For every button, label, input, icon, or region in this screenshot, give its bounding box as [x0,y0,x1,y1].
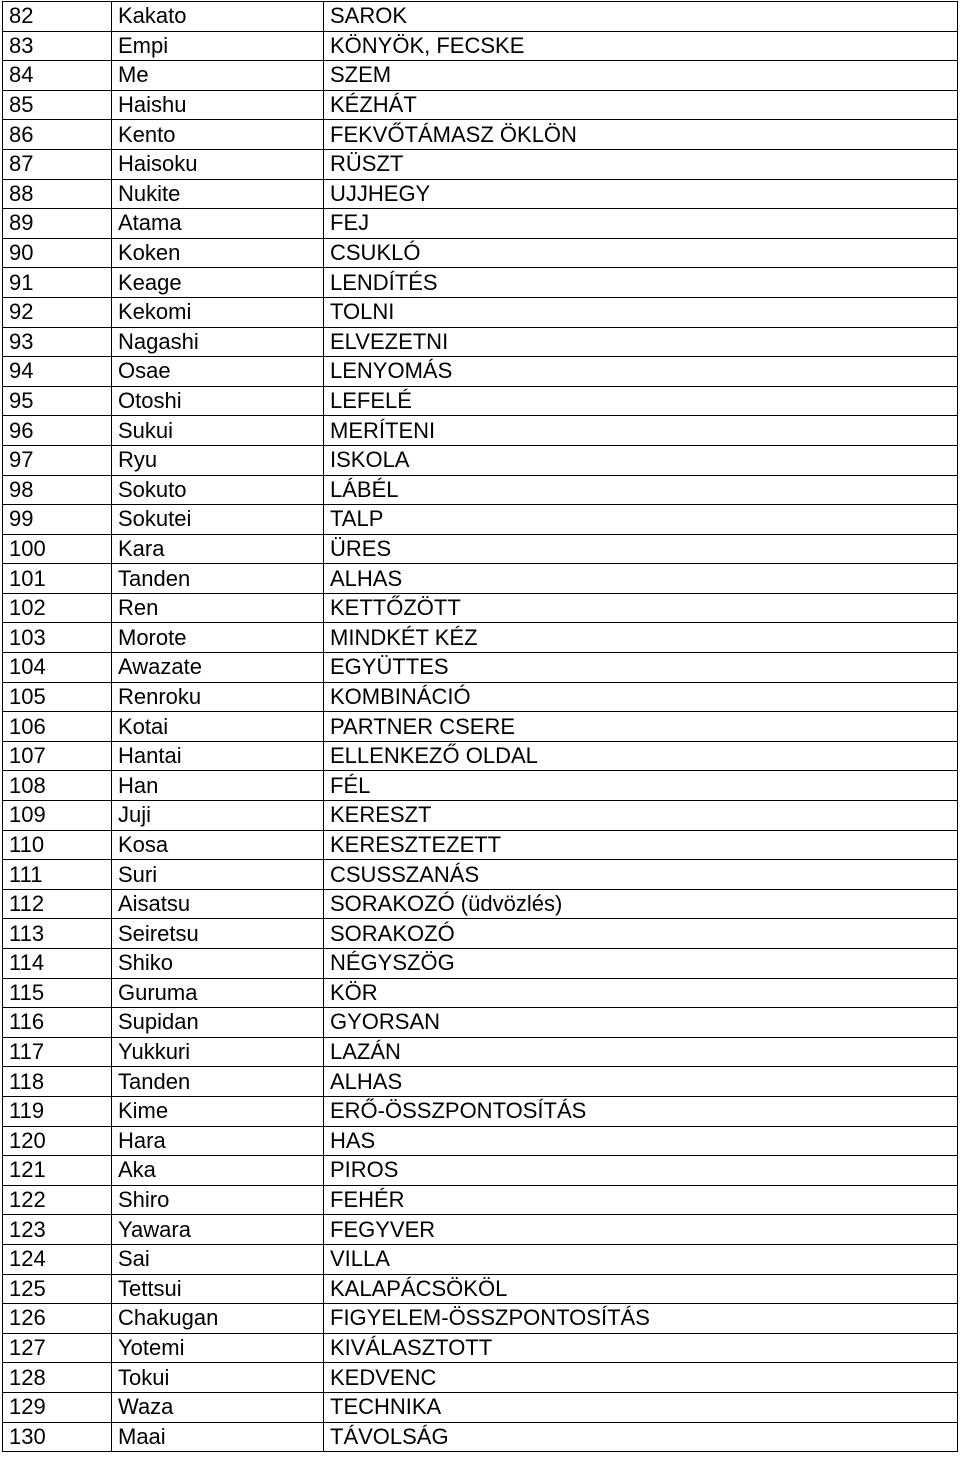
row-number-cell: 85 [3,90,112,120]
hungarian-meaning-cell: VILLA [324,1244,958,1274]
hungarian-meaning-cell: FIGYELEM-ÖSSZPONTOSÍTÁS [324,1304,958,1334]
row-number-cell: 120 [3,1126,112,1156]
row-number-cell: 130 [3,1422,112,1452]
japanese-term-cell: Kime [112,1096,324,1126]
hungarian-meaning-cell: SAROK [324,2,958,32]
table-row [3,1304,958,1334]
japanese-term-cell: Supidan [112,1008,324,1038]
japanese-term-cell: Osae [112,357,324,387]
hungarian-meaning-cell: HAS [324,1126,958,1156]
row-number-cell: 115 [3,978,112,1008]
japanese-term-cell: Hara [112,1126,324,1156]
row-number-cell: 108 [3,771,112,801]
table-row [3,741,958,771]
japanese-term-cell: Suri [112,860,324,890]
hungarian-meaning-cell: KETTŐZÖTT [324,593,958,623]
table-row [3,830,958,860]
row-number-cell: 89 [3,209,112,239]
row-number-cell: 109 [3,801,112,831]
hungarian-meaning-cell: FEGYVER [324,1215,958,1245]
row-number-cell: 83 [3,31,112,61]
table-row [3,1392,958,1422]
hungarian-meaning-cell: RÜSZT [324,149,958,179]
hungarian-meaning-cell: MINDKÉT KÉZ [324,623,958,653]
row-number-cell: 126 [3,1304,112,1334]
row-number-cell: 102 [3,593,112,623]
table-row [3,712,958,742]
japanese-term-cell: Shiko [112,949,324,979]
table-row [3,593,958,623]
japanese-term-cell: Aka [112,1156,324,1186]
row-number-cell: 96 [3,416,112,446]
table-row [3,327,958,357]
hungarian-meaning-cell: ALHAS [324,564,958,594]
japanese-term-cell: Kara [112,534,324,564]
row-number-cell: 121 [3,1156,112,1186]
hungarian-meaning-cell: KOMBINÁCIÓ [324,682,958,712]
japanese-term-cell: Kotai [112,712,324,742]
hungarian-meaning-cell: ISKOLA [324,445,958,475]
hungarian-meaning-cell: SZEM [324,61,958,91]
japanese-term-cell: Atama [112,209,324,239]
japanese-term-cell: Haishu [112,90,324,120]
japanese-term-cell: Tokui [112,1363,324,1393]
japanese-term-cell: Maai [112,1422,324,1452]
table-row [3,860,958,890]
row-number-cell: 91 [3,268,112,298]
hungarian-meaning-cell: FEKVŐTÁMASZ ÖKLÖN [324,120,958,150]
japanese-term-cell: Yawara [112,1215,324,1245]
japanese-term-cell: Kakato [112,2,324,32]
japanese-term-cell: Kento [112,120,324,150]
table-row [3,1037,958,1067]
japanese-term-cell: Koken [112,238,324,268]
table-row [3,1422,958,1452]
hungarian-meaning-cell: KÉZHÁT [324,90,958,120]
table-row [3,31,958,61]
hungarian-meaning-cell: KÖNYÖK, FECSKE [324,31,958,61]
row-number-cell: 128 [3,1363,112,1393]
hungarian-meaning-cell: UJJHEGY [324,179,958,209]
japanese-term-cell: Haisoku [112,149,324,179]
hungarian-meaning-cell: LAZÁN [324,1037,958,1067]
hungarian-meaning-cell: KIVÁLASZTOTT [324,1333,958,1363]
vocabulary-table [2,1,958,1452]
table-row [3,682,958,712]
hungarian-meaning-cell: FEJ [324,209,958,239]
table-row [3,357,958,387]
japanese-term-cell: Nukite [112,179,324,209]
table-row [3,1215,958,1245]
table-row [3,1156,958,1186]
hungarian-meaning-cell: FÉL [324,771,958,801]
row-number-cell: 117 [3,1037,112,1067]
row-number-cell: 123 [3,1215,112,1245]
table-row [3,919,958,949]
table-row [3,1363,958,1393]
japanese-term-cell: Chakugan [112,1304,324,1334]
table-row [3,61,958,91]
hungarian-meaning-cell: KERESZT [324,801,958,831]
row-number-cell: 116 [3,1008,112,1038]
hungarian-meaning-cell: ALHAS [324,1067,958,1097]
japanese-term-cell: Sokuto [112,475,324,505]
row-number-cell: 104 [3,653,112,683]
hungarian-meaning-cell: GYORSAN [324,1008,958,1038]
row-number-cell: 95 [3,386,112,416]
japanese-term-cell: Awazate [112,653,324,683]
row-number-cell: 88 [3,179,112,209]
japanese-term-cell: Kekomi [112,297,324,327]
hungarian-meaning-cell: SORAKOZÓ (üdvözlés) [324,889,958,919]
japanese-term-cell: Tanden [112,1067,324,1097]
row-number-cell: 106 [3,712,112,742]
japanese-term-cell: Guruma [112,978,324,1008]
row-number-cell: 90 [3,238,112,268]
row-number-cell: 122 [3,1185,112,1215]
row-number-cell: 125 [3,1274,112,1304]
row-number-cell: 118 [3,1067,112,1097]
table-row [3,475,958,505]
row-number-cell: 103 [3,623,112,653]
row-number-cell: 82 [3,2,112,32]
hungarian-meaning-cell: LÁBÉL [324,475,958,505]
hungarian-meaning-cell: LENYOMÁS [324,357,958,387]
japanese-term-cell: Hantai [112,741,324,771]
hungarian-meaning-cell: FEHÉR [324,1185,958,1215]
row-number-cell: 87 [3,149,112,179]
japanese-term-cell: Otoshi [112,386,324,416]
hungarian-meaning-cell: PARTNER CSERE [324,712,958,742]
hungarian-meaning-cell: LEFELÉ [324,386,958,416]
japanese-term-cell: Keage [112,268,324,298]
hungarian-meaning-cell: EGYÜTTES [324,653,958,683]
hungarian-meaning-cell: KERESZTEZETT [324,830,958,860]
japanese-term-cell: Han [112,771,324,801]
row-number-cell: 84 [3,61,112,91]
japanese-term-cell: Renroku [112,682,324,712]
table-row [3,889,958,919]
hungarian-meaning-cell: LENDÍTÉS [324,268,958,298]
table-row [3,1185,958,1215]
table-row [3,209,958,239]
japanese-term-cell: Ryu [112,445,324,475]
hungarian-meaning-cell: KEDVENC [324,1363,958,1393]
japanese-term-cell: Tettsui [112,1274,324,1304]
row-number-cell: 105 [3,682,112,712]
table-row [3,1274,958,1304]
japanese-term-cell: Kosa [112,830,324,860]
japanese-term-cell: Ren [112,593,324,623]
japanese-term-cell: Aisatsu [112,889,324,919]
row-number-cell: 93 [3,327,112,357]
row-number-cell: 97 [3,445,112,475]
table-row [3,445,958,475]
japanese-term-cell: Sai [112,1244,324,1274]
row-number-cell: 99 [3,505,112,535]
row-number-cell: 111 [3,860,112,890]
table-row [3,268,958,298]
table-row [3,90,958,120]
table-row [3,564,958,594]
japanese-term-cell: Waza [112,1392,324,1422]
row-number-cell: 112 [3,889,112,919]
table-row [3,771,958,801]
table-row [3,949,958,979]
table-row [3,1008,958,1038]
hungarian-meaning-cell: MERÍTENI [324,416,958,446]
hungarian-meaning-cell: ÜRES [324,534,958,564]
hungarian-meaning-cell: SORAKOZÓ [324,919,958,949]
table-row [3,1096,958,1126]
hungarian-meaning-cell: TECHNIKA [324,1392,958,1422]
table-row [3,653,958,683]
japanese-term-cell: Empi [112,31,324,61]
row-number-cell: 92 [3,297,112,327]
table-row [3,1126,958,1156]
row-number-cell: 129 [3,1392,112,1422]
row-number-cell: 107 [3,741,112,771]
hungarian-meaning-cell: ELVEZETNI [324,327,958,357]
japanese-term-cell: Yotemi [112,1333,324,1363]
row-number-cell: 113 [3,919,112,949]
table-row [3,534,958,564]
row-number-cell: 98 [3,475,112,505]
row-number-cell: 114 [3,949,112,979]
japanese-term-cell: Shiro [112,1185,324,1215]
hungarian-meaning-cell: KÖR [324,978,958,1008]
table-row [3,120,958,150]
row-number-cell: 124 [3,1244,112,1274]
table-row [3,1244,958,1274]
table-row [3,297,958,327]
hungarian-meaning-cell: TALP [324,505,958,535]
japanese-term-cell: Me [112,61,324,91]
hungarian-meaning-cell: CSUSSZANÁS [324,860,958,890]
japanese-term-cell: Sokutei [112,505,324,535]
japanese-term-cell: Yukkuri [112,1037,324,1067]
row-number-cell: 119 [3,1096,112,1126]
table-row [3,149,958,179]
hungarian-meaning-cell: TOLNI [324,297,958,327]
hungarian-meaning-cell: CSUKLÓ [324,238,958,268]
table-row [3,386,958,416]
hungarian-meaning-cell: KALAPÁCSÖKÖL [324,1274,958,1304]
hungarian-meaning-cell: NÉGYSZÖG [324,949,958,979]
row-number-cell: 127 [3,1333,112,1363]
table-row [3,1067,958,1097]
vocabulary-table-body [3,2,958,1452]
japanese-term-cell: Morote [112,623,324,653]
hungarian-meaning-cell: ELLENKEZŐ OLDAL [324,741,958,771]
table-row [3,238,958,268]
table-row [3,978,958,1008]
row-number-cell: 101 [3,564,112,594]
table-row [3,801,958,831]
row-number-cell: 110 [3,830,112,860]
hungarian-meaning-cell: TÁVOLSÁG [324,1422,958,1452]
table-row [3,505,958,535]
table-row [3,1333,958,1363]
row-number-cell: 94 [3,357,112,387]
japanese-term-cell: Juji [112,801,324,831]
table-row [3,2,958,32]
japanese-term-cell: Sukui [112,416,324,446]
japanese-term-cell: Seiretsu [112,919,324,949]
japanese-term-cell: Nagashi [112,327,324,357]
hungarian-meaning-cell: PIROS [324,1156,958,1186]
hungarian-meaning-cell: ERŐ-ÖSSZPONTOSÍTÁS [324,1096,958,1126]
table-row [3,179,958,209]
row-number-cell: 100 [3,534,112,564]
table-row [3,416,958,446]
table-row [3,623,958,653]
japanese-term-cell: Tanden [112,564,324,594]
row-number-cell: 86 [3,120,112,150]
